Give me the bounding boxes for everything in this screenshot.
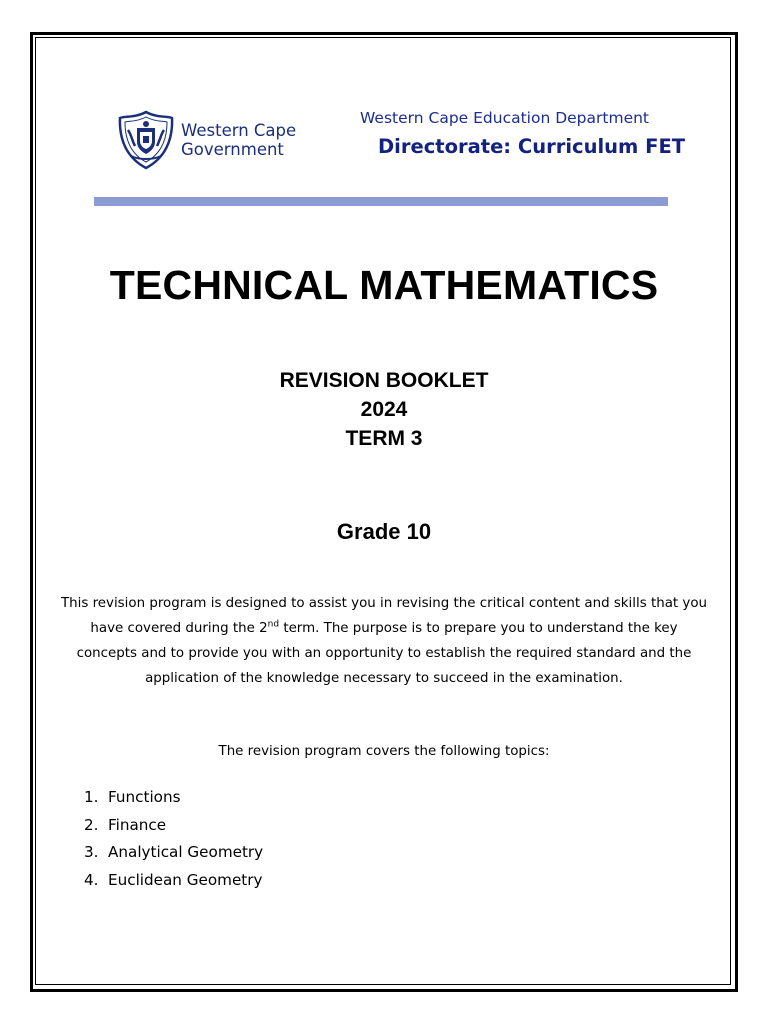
list-item-label: Euclidean Geometry — [108, 870, 263, 889]
list-item — [84, 784, 263, 812]
list-item-label: Functions — [108, 788, 181, 806]
grade-label: Grade 10 — [336, 519, 432, 544]
booklet-label: REVISION BOOKLET — [279, 369, 489, 392]
topics-intro: The revision program covers the following topics: — [218, 744, 550, 759]
logo-line-2: Government — [181, 140, 284, 159]
topics-list — [84, 784, 263, 894]
intro-superscript: nd — [267, 619, 280, 630]
header-divider — [94, 197, 668, 206]
coat-of-arms-icon — [117, 110, 175, 170]
list-item-number: 2. — [84, 815, 99, 834]
document-title: TECHNICAL MATHEMATICS — [109, 262, 659, 308]
list-item-number: 3. — [84, 843, 99, 861]
intro-paragraph — [60, 591, 708, 691]
list-item — [84, 839, 263, 867]
list-item — [84, 812, 263, 840]
list-item — [84, 867, 263, 895]
intro-text-end: term. The purpose is to prepare you to understand the key concepts and to provide you with an opportunity to establish the required standard and the application of the knowledge necessary to succeed in the examination. — [76, 621, 692, 686]
list-item-number: 1. — [84, 788, 99, 806]
government-logo — [117, 110, 296, 170]
list-item-label: Analytical Geometry — [108, 843, 264, 861]
logo-line-1: Western Cape — [181, 121, 297, 140]
directorate-name: Directorate: Curriculum FET — [378, 135, 686, 158]
department-name: Western Cape Education Department — [360, 109, 650, 127]
logo-text — [181, 121, 296, 159]
year-label: 2024 — [360, 398, 408, 421]
term-label: TERM 3 — [345, 427, 423, 450]
list-item-number: 4. — [84, 870, 99, 889]
intro-text-start: This revision program is designed to assist you in revising the critical content and skills that you have covered during the 2 — [60, 596, 708, 636]
list-item-label: Finance — [108, 815, 167, 834]
